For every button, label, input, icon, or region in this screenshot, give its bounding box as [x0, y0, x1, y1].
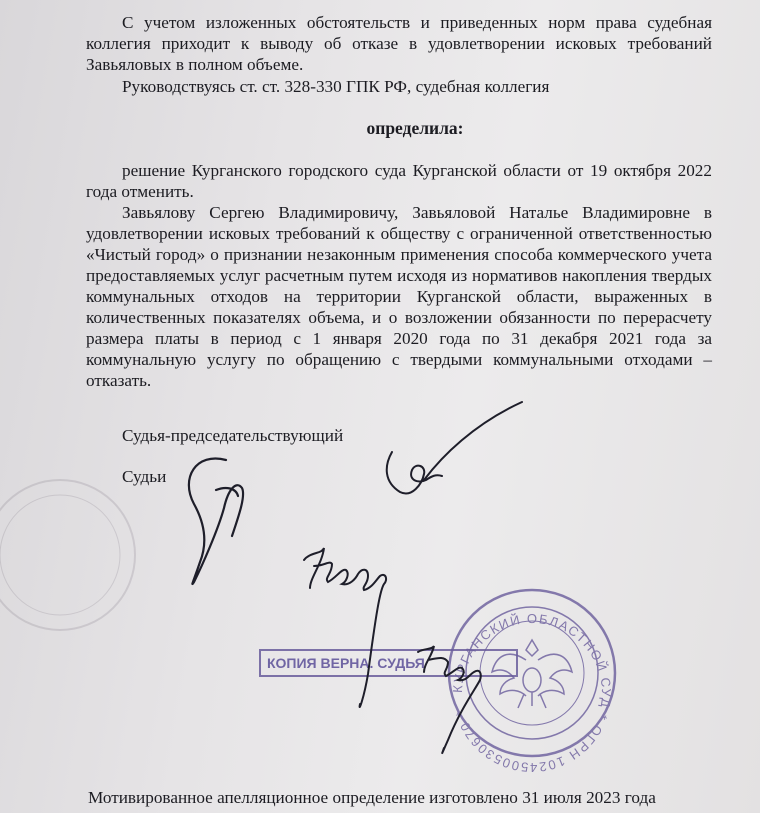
paragraph-conclusion: С учетом изложенных обстоятельств и приведенных норм права судебная коллегия приходит к выводу об отказе в удовлетворении исковых требований Завьяловых в полном объеме.: [86, 13, 712, 74]
signature-judge-1: [189, 459, 243, 584]
court-seal: [449, 590, 615, 775]
copy-certified-label: КОПИЯ ВЕРНА. СУДЬЯ: [267, 655, 425, 671]
ruling-heading: определила:: [366, 118, 464, 138]
paragraph-ruling-cancel: решение Курганского городского суда Курганской области от 19 октября 2022 года отменить.: [86, 161, 712, 201]
signature-presiding: [387, 402, 522, 493]
signature-judge-2: [304, 548, 386, 707]
paragraph-ruling-deny: Завьялову Сергею Владимировичу, Завьяловой Наталье Владимировне в удовлетворении исковых требований к обществу с ограниченной ответственностью «Чистый город» о признании незаконным применения способа коммерческого учета предоставляемых услуг расчетным путем исходя из нормативов накопления твердых коммунальных отходов на территории Курганской области, выраженных в количественных показателях объема, и о возложении обязанности по перерасчету размера платы в период с 1 января 2020 года по 31 декабря 2021 года за коммунальную услугу по обращению с твердыми коммунальными отходами – отказать.: [86, 203, 712, 390]
faint-seal-left: [0, 480, 135, 630]
svg-text:КУРГАНСКИЙ ОБЛАСТНОЙ СУД * ОГР: [450, 611, 614, 775]
copy-certified-stamp: [259, 649, 518, 677]
seal-ring-text: КУРГАНСКИЙ ОБЛАСТНОЙ СУД * ОГРН 1024500530670 *: [449, 610, 615, 776]
paragraph-legal-basis: Руководствуясь ст. ст. 328-330 ГПК РФ, судебная коллегия: [122, 77, 550, 96]
footer-note: Мотивированное апелляционное определение изготовлено 31 июля 2023 года: [88, 788, 656, 807]
judges-label: Судьи: [122, 467, 167, 486]
presiding-judge-label: Судья-председательствующий: [122, 426, 344, 445]
